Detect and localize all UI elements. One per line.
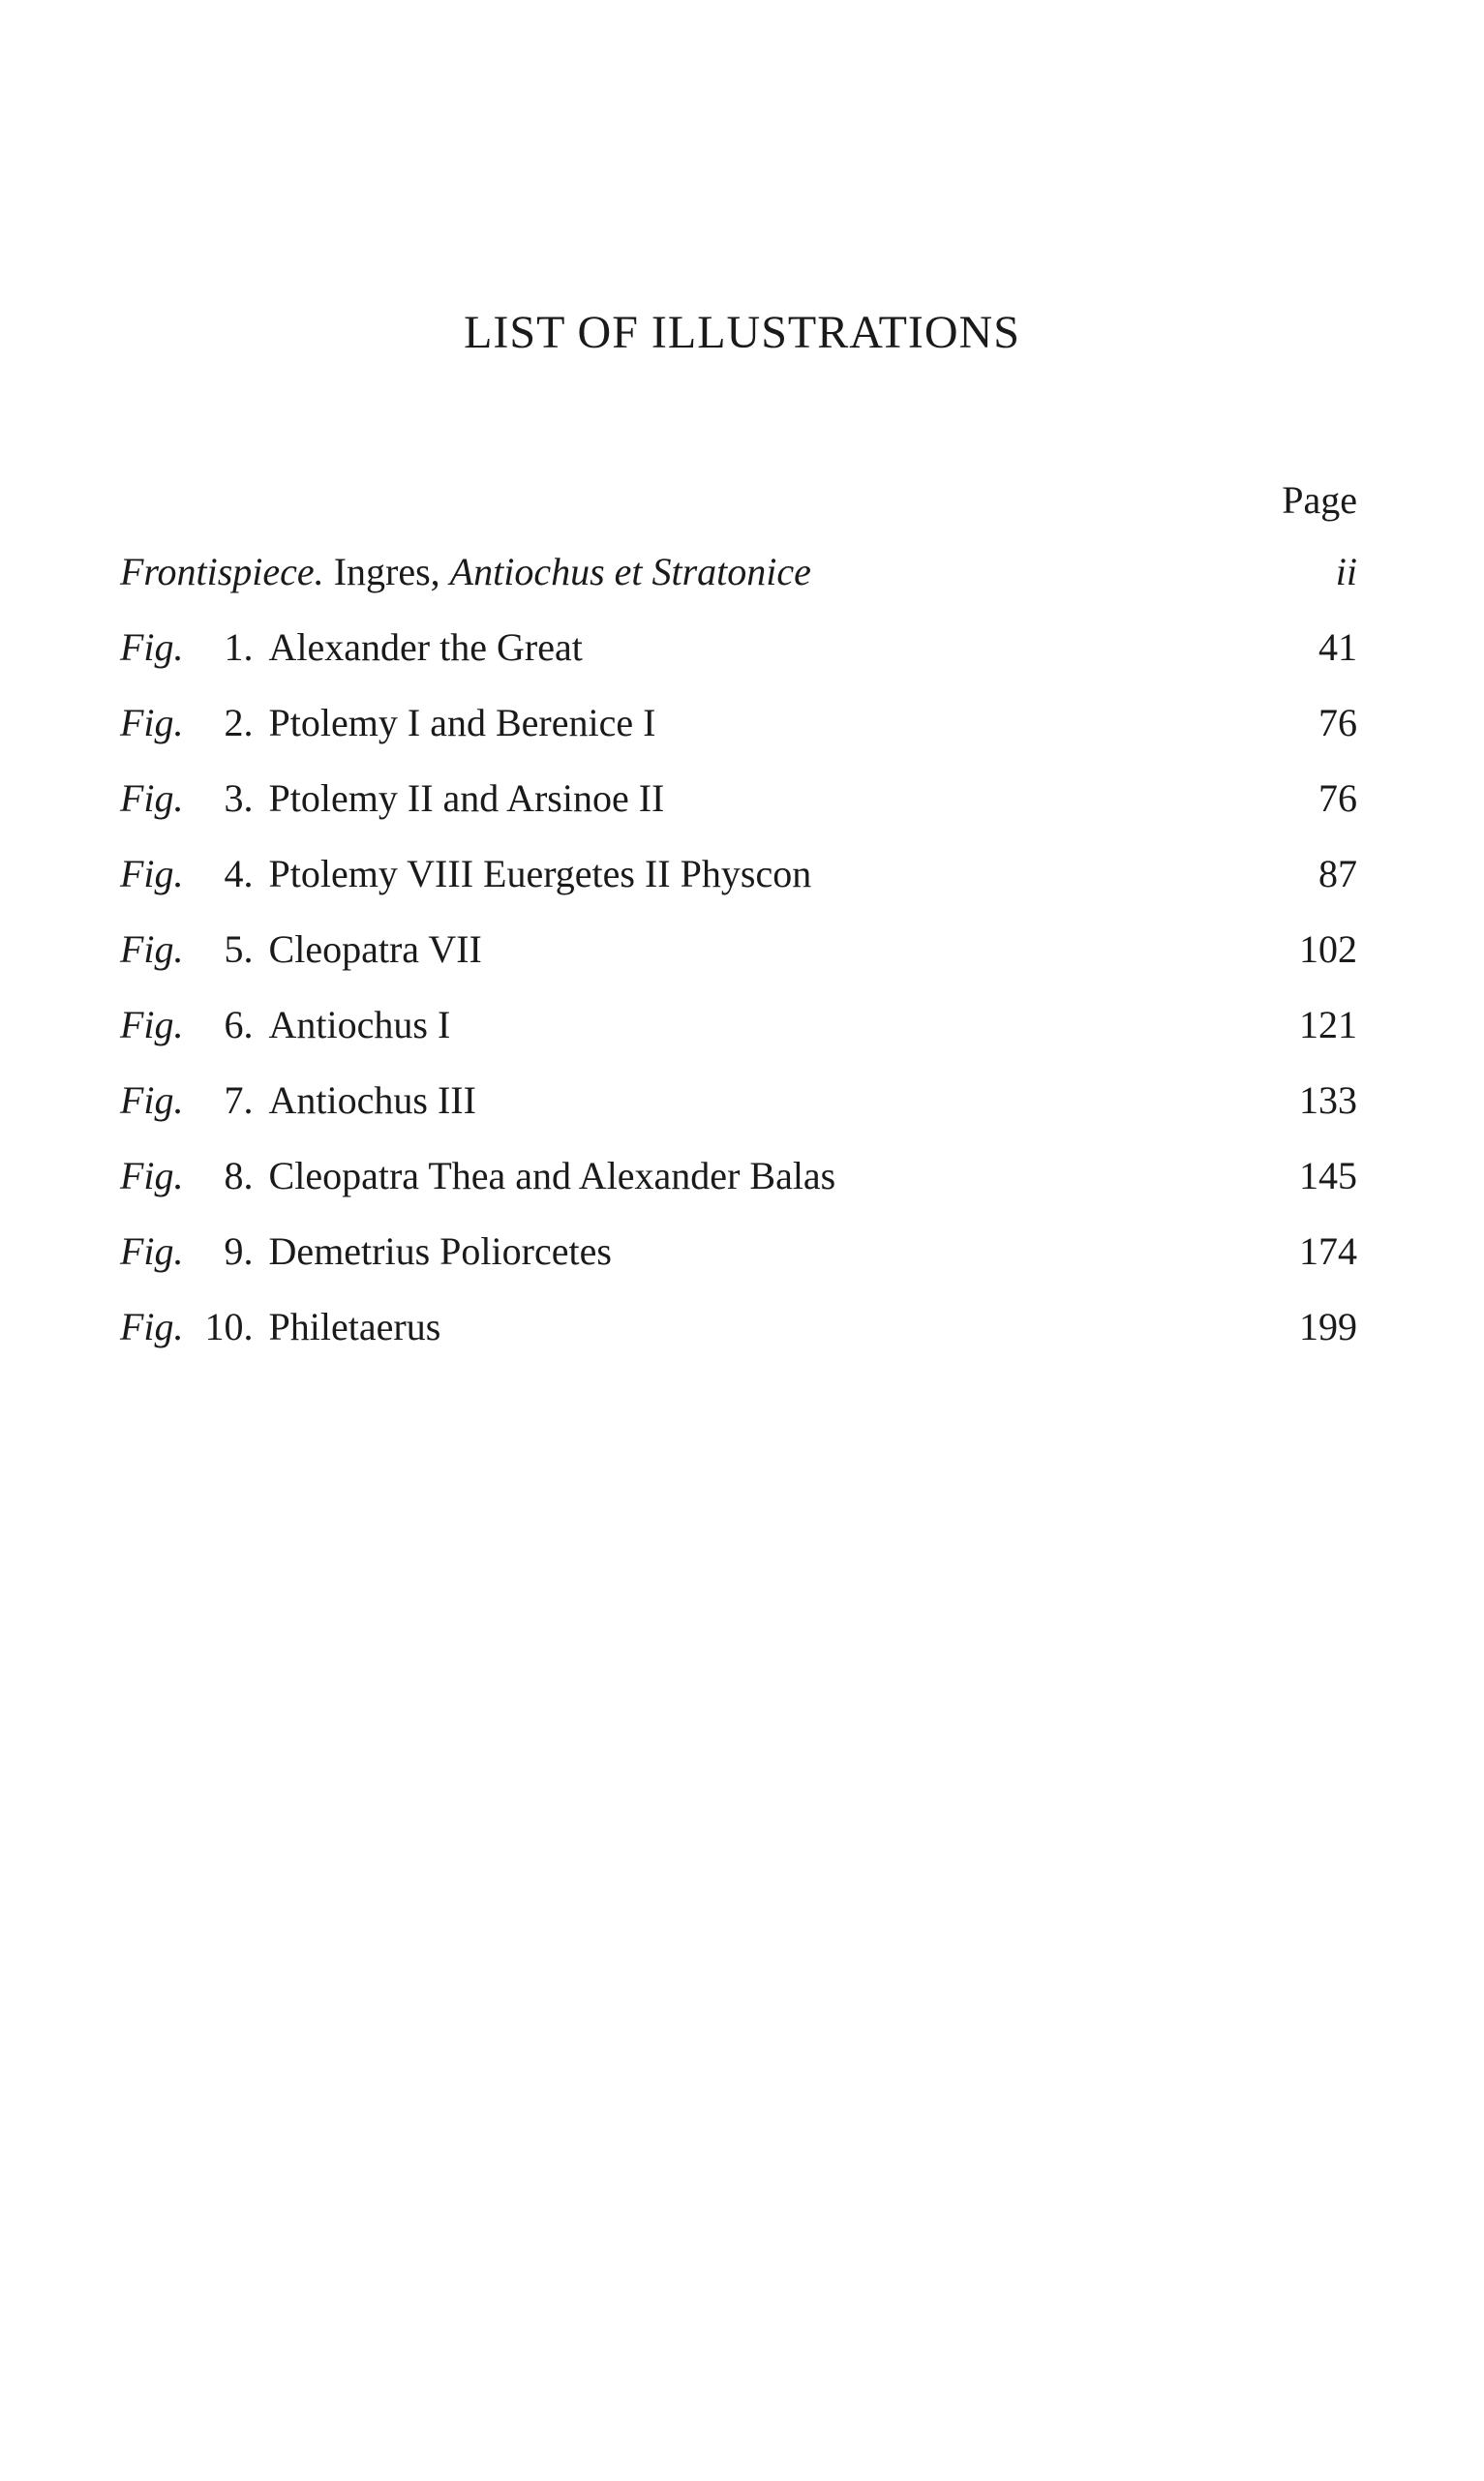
figure-entry — [120, 625, 1357, 704]
figure-entry — [120, 776, 1357, 855]
fig-title: Antiochus III — [268, 1078, 476, 1122]
fig-number: 5. — [224, 927, 254, 971]
fig-number: 8. — [224, 1154, 254, 1197]
fig-number: 7. — [224, 1078, 254, 1122]
page-title: LIST OF ILLUSTRATIONS — [464, 307, 1020, 358]
fig-title: Ptolemy I and Berenice I — [268, 701, 656, 744]
fig-number: 4. — [224, 852, 254, 895]
fig-title: Ptolemy VIII Euergetes II Physcon — [268, 852, 812, 895]
frontispiece-page: ii — [1335, 550, 1357, 593]
fig-number: 2. — [224, 701, 254, 744]
fig-page: 87 — [1318, 852, 1357, 895]
fig-page: 174 — [1299, 1229, 1357, 1273]
fig-title: Cleopatra Thea and Alexander Balas — [268, 1154, 836, 1197]
figure-entry — [120, 927, 1357, 1006]
fig-page: 199 — [1299, 1305, 1357, 1348]
fig-label: Fig. — [120, 1154, 184, 1197]
fig-page: 121 — [1299, 1003, 1357, 1046]
fig-number: 1. — [224, 625, 254, 669]
fig-label: Fig. — [120, 1305, 184, 1348]
figure-entry — [120, 852, 1357, 930]
figure-entry — [120, 1078, 1357, 1157]
figure-entry — [120, 1305, 1357, 1383]
frontispiece-work: Antiochus et Stratonice — [449, 550, 811, 593]
fig-number: 6. — [224, 1003, 254, 1046]
fig-page: 145 — [1299, 1154, 1357, 1197]
figure-entry — [120, 701, 1357, 779]
figure-entry — [120, 1003, 1357, 1081]
fig-title: Antiochus I — [268, 1003, 451, 1046]
fig-title: Philetaerus — [268, 1305, 441, 1348]
fig-label: Fig. — [120, 776, 184, 820]
fig-title: Demetrius Poliorcetes — [268, 1229, 612, 1273]
fig-number: 9. — [224, 1229, 254, 1273]
frontispiece-lead: Frontispiece. — [120, 550, 324, 593]
fig-page: 76 — [1318, 701, 1357, 744]
fig-label: Fig. — [120, 701, 184, 744]
fig-label: Fig. — [120, 1078, 184, 1122]
fig-page: 133 — [1299, 1078, 1357, 1122]
fig-label: Fig. — [120, 1003, 184, 1046]
fig-label: Fig. — [120, 852, 184, 895]
fig-page: 41 — [1318, 625, 1357, 669]
fig-title: Ptolemy II and Arsinoe II — [268, 776, 665, 820]
fig-label: Fig. — [120, 927, 184, 971]
frontispiece-label — [120, 550, 811, 593]
fig-page: 102 — [1299, 927, 1357, 971]
fig-label: Fig. — [120, 1229, 184, 1273]
page-column-header: Page — [1282, 478, 1357, 522]
fig-label: Fig. — [120, 625, 184, 669]
fig-title: Cleopatra VII — [268, 927, 482, 971]
frontispiece-entry — [120, 550, 1357, 628]
figure-entry — [120, 1229, 1357, 1308]
frontispiece-artist: Ingres, — [333, 550, 440, 593]
fig-number: 10. — [204, 1305, 254, 1348]
fig-number: 3. — [224, 776, 254, 820]
fig-title: Alexander the Great — [268, 625, 583, 669]
illustrations-list — [120, 550, 1357, 1383]
figure-entry — [120, 1154, 1357, 1232]
fig-page: 76 — [1318, 776, 1357, 820]
